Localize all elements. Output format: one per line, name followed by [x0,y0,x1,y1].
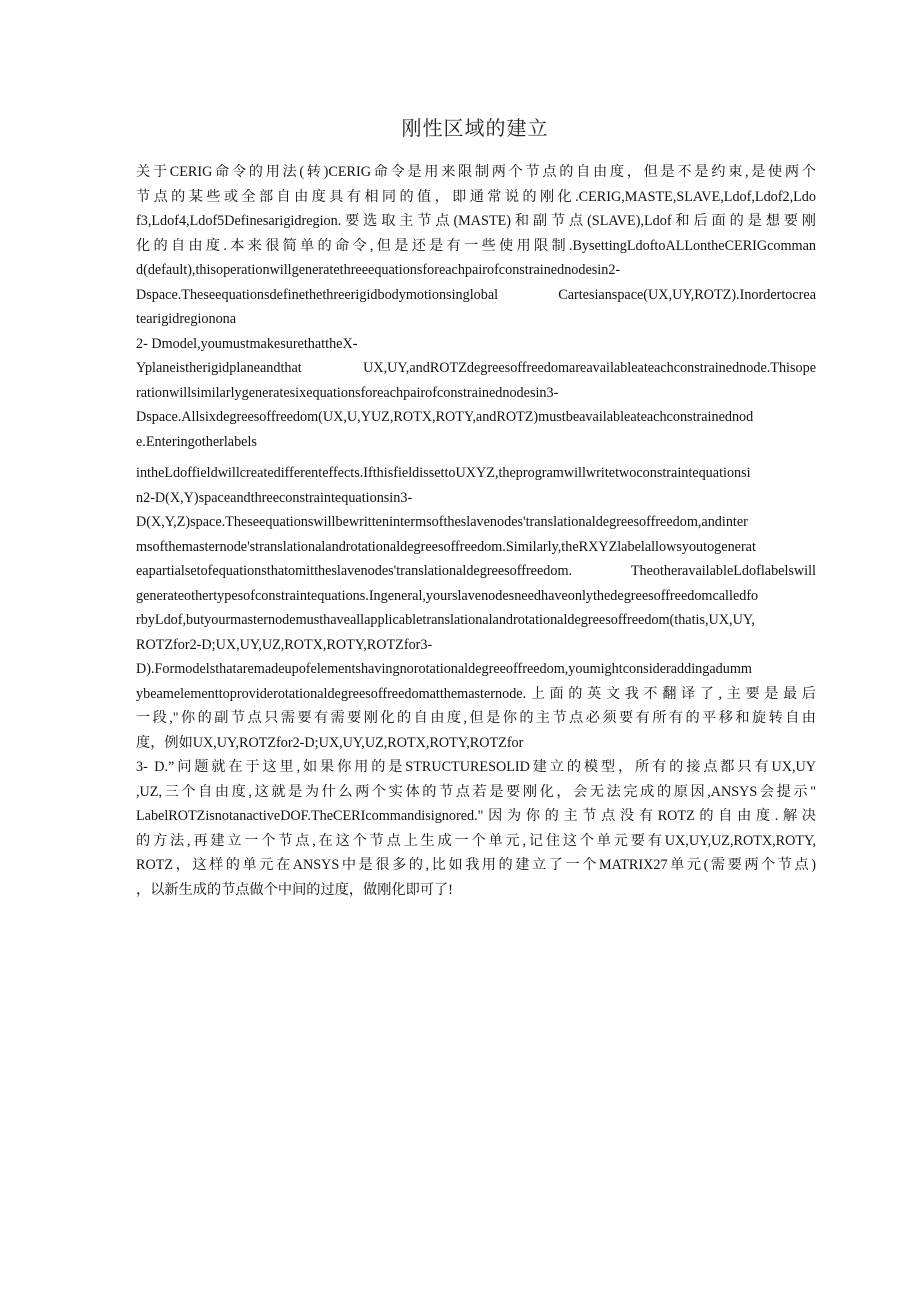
document-title: 刚性区域的建立 [401,116,549,140]
text-line-13: intheLdoffieldwillcreatedifferenteffects.IfthisfieldissettoUXYZ,theprogramwillwritetwoconstraintequationsi [136,465,751,481]
text-line-11: Dspace.Allsixdegreesoffreedom(UX,U,YUZ,ROTX,ROTY,andROTZ)mustbeavailableateachconstrainednod [136,409,754,425]
text-line-20: ROTZfor2-D;UX,UY,UZ,ROTX,ROTY,ROTZfor3- [136,636,433,653]
text-line-25: 3- D.”问题就在于这里,如果你用的是STRUCTURESOLID建立的模型，所有的接点都只有UX,UY [136,759,816,775]
text-line-23: 一段,"你的副节点只需要有需要刚化的自由度,但是你的主节点必须要有所有的平移和旋转自由 [136,710,816,726]
document-body [136,160,816,902]
text-line-22: ybeamelementtoproviderotationaldegreesoffreedomatthemasternode.上面的英文我不翻译了,主要是最后 [136,685,816,702]
text-line-6: Dspace.Theseequationsdefinethethreerigidbodymotionsinglobal Cartesianspace(UX,UY,ROTZ).Inordertocrea [136,286,816,303]
text-line-27: LabelROTZisnotanactiveDOF.TheCERIcommandisignored."因为你的主节点没有ROTZ的自由度.解决 [136,808,816,824]
text-line-21: D).Formodelsthataremadeupofelementshavingnorotationaldegreeoffreedom,youmightconsideraddingadumm [136,661,752,677]
text-line-17: eapartialsetofequationsthatomittheslavenodes'translationaldegreesoffreedom. TheotheravailableLdoflabelswill [136,563,816,579]
text-line-2: 节点的某些或全部自由度具有相同的值，即通常说的刚化.CERIG,MASTE,SLAVE,Ldof,Ldof2,Ldo [136,188,816,205]
text-line-3: f3,Ldof4,Ldof5Definesarigidregion.要选取主节点(MASTE)和副节点(SLAVE),Ldof和后面的是想要刚 [136,213,816,229]
text-line-1: 关于CERIG命令的用法(转)CERIG命令是用来限制两个节点的自由度，但是不是约束,是使两个 [136,164,816,180]
text-line-7: tearigidregionona [136,311,237,327]
text-line-28: 的方法,再建立一个节点,在这个节点上生成一个单元,记住这个单元要有UX,UY,UZ,ROTX,ROTY, [136,832,816,849]
text-line-12: e.Enteringotherlabels [136,433,257,450]
text-line-26: ,UZ,三个自由度,这就是为什么两个实体的节点若是要刚化，会无法完成的原因,ANSYS会提示" [136,783,816,800]
text-line-16: msofthemasternode'stranslationalandrotationaldegreesoffreedom.Similarly,theRXYZlabelallowsyoutogenerat [136,538,756,555]
text-line-14: n2-D(X,Y)spaceandthreeconstraintequationsin3- [136,489,413,506]
text-line-4: 化的自由度.本来很简单的命令,但是还是有一些使用限制.BysettingLdoftoALLontheCERIGcomman [136,237,816,254]
text-line-29: ROTZ，这样的单元在ANSYS中是很多的,比如我用的建立了一个MATRIX27单元(需要两个节点) [136,857,816,873]
text-line-18: generateothertypesofconstraintequations.Ingeneral,yourslavenodesneedhaveonlythedegreesoffreedomcalledfo [136,587,759,604]
text-line-9: Yplaneistherigidplaneandthat UX,UY,andROTZdegreesoffreedomareavailableateachconstrainednode.Thisope [136,360,816,376]
text-line-8: 2- Dmodel,youmustmakesurethattheX- [136,335,358,352]
text-line-30: ，以新生成的节点做个中间的过度，做刚化即可了! [136,881,453,898]
text-line-15: D(X,Y,Z)space.Theseequationswillbewrittenintermsoftheslavenodes'translationaldegreesoffreedom,andinter [136,514,748,530]
text-line-24: 度，例如UX,UY,ROTZfor2-D;UX,UY,UZ,ROTX,ROTY,ROTZfor [136,734,524,751]
text-line-10: rationwillsimilarlygeneratesixequationsforeachpairofconstrainednodesin3- [136,384,559,401]
text-line-5: d(default),thisoperationwillgeneratethreeequationsforeachpairofconstrainednodesin2- [136,262,621,278]
text-line-19: rbyLdof,butyourmasternodemusthaveallapplicabletranslationalandrotationaldegreesoffreedom(thatis,UX,UY, [136,612,755,628]
